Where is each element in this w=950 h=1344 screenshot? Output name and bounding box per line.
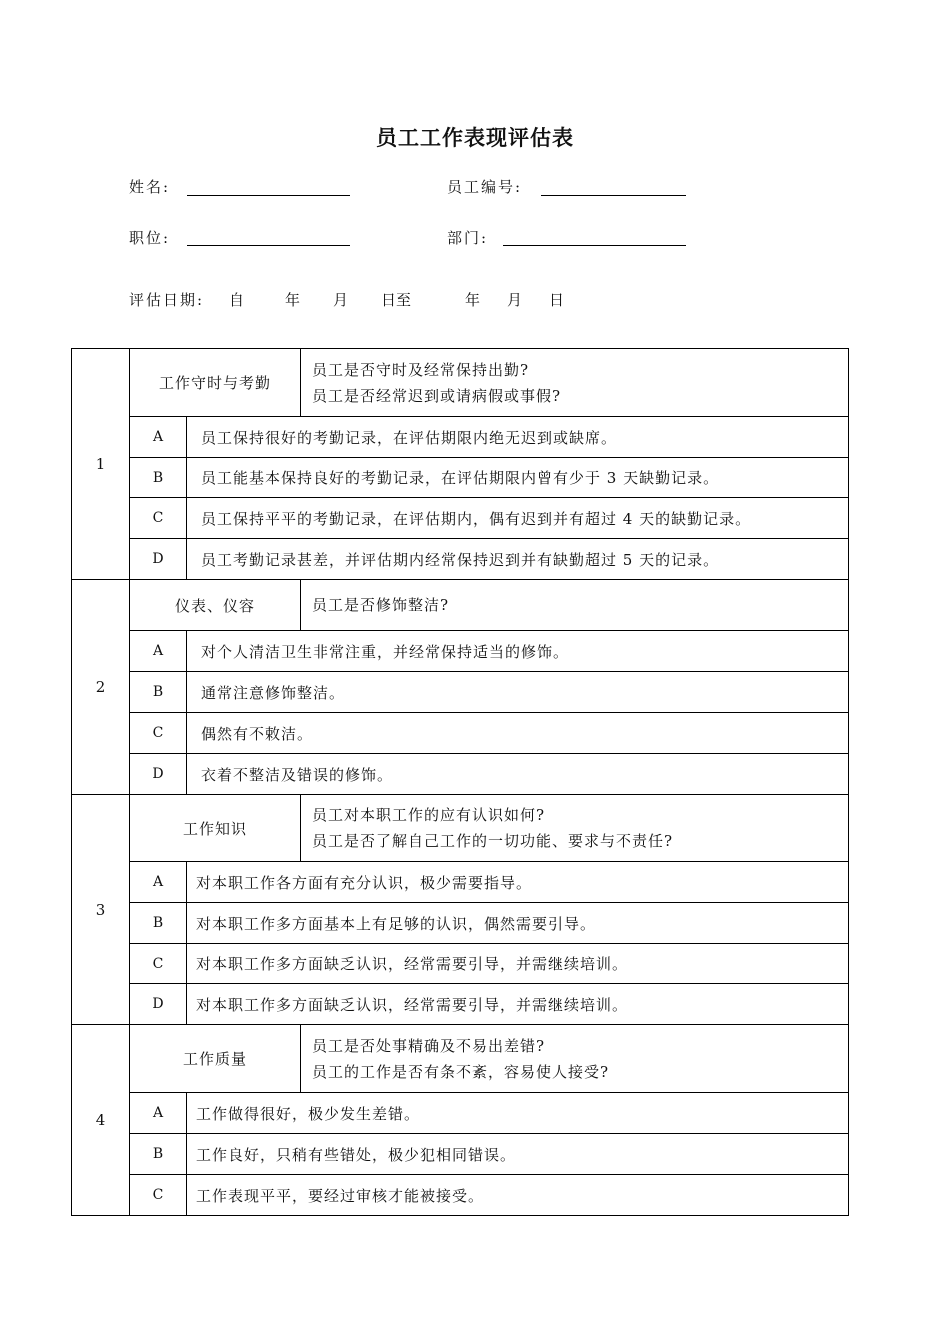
option-grade[interactable]: C: [130, 1175, 187, 1216]
option-text: 员工考勤记录甚差，并评估期内经常保持迟到并有缺勤超过 5 天的记录。: [187, 539, 849, 580]
option-row: [72, 1134, 849, 1175]
option-grade[interactable]: D: [130, 754, 187, 795]
section-questions: [301, 1025, 849, 1093]
section-number: 4: [72, 1025, 130, 1216]
option-text: 员工能基本保持良好的考勤记录，在评估期限内曾有少于 3 天缺勤记录。: [187, 458, 849, 498]
option-row: [72, 862, 849, 903]
employee-id-label: 员工编号:: [447, 178, 523, 196]
option-row: [72, 1093, 849, 1134]
option-row: [72, 984, 849, 1025]
section-topic: 工作质量: [130, 1025, 301, 1093]
option-row: [72, 903, 849, 944]
employee-id-field[interactable]: [541, 195, 686, 196]
option-row: [72, 754, 849, 795]
option-grade[interactable]: A: [130, 417, 187, 458]
option-grade[interactable]: A: [130, 1093, 187, 1134]
section-topic: 工作知识: [130, 795, 301, 862]
position-field[interactable]: [187, 245, 350, 246]
date-from: 自: [229, 291, 245, 309]
option-text: 工作良好，只稍有些错处，极少犯相同错误。: [187, 1134, 849, 1175]
option-row: [72, 417, 849, 458]
option-row: [72, 1175, 849, 1216]
section-topic: 仪表、仪容: [130, 580, 301, 631]
page-title: 员工工作表现评估表: [376, 125, 574, 150]
date-month-1: 月: [333, 291, 349, 309]
date-day-to: 日至: [381, 291, 412, 309]
name-label: 姓名:: [129, 178, 171, 196]
department-label: 部门:: [447, 229, 489, 247]
eval-date-label: 评估日期:: [129, 291, 205, 309]
option-text: 对本职工作各方面有充分认识，极少需要指导。: [187, 862, 849, 903]
option-row: [72, 539, 849, 580]
option-grade[interactable]: C: [130, 498, 187, 539]
option-row: [72, 498, 849, 539]
section-number: 1: [72, 349, 130, 580]
option-text: 员工保持平平的考勤记录，在评估期内，偶有迟到并有超过 4 天的缺勤记录。: [187, 498, 849, 539]
section-questions: [301, 349, 849, 417]
option-text: 对个人清洁卫生非常注重，并经常保持适当的修饰。: [187, 631, 849, 672]
option-grade[interactable]: A: [130, 631, 187, 672]
evaluation-table: [71, 348, 849, 1216]
question-line: 员工对本职工作的应有认识如何?: [312, 806, 546, 824]
question-line: 员工是否守时及经常保持出勤?: [312, 360, 530, 379]
option-text: 对本职工作多方面缺乏认识，经常需要引导，并需继续培训。: [187, 944, 849, 984]
option-text: 员工保持很好的考勤记录，在评估期限内绝无迟到或缺席。: [187, 417, 849, 458]
date-year-1: 年: [285, 291, 301, 309]
position-label: 职位:: [129, 229, 171, 247]
option-row: [72, 944, 849, 984]
question-line: 员工是否修饰整洁?: [312, 596, 450, 614]
option-row: [72, 631, 849, 672]
option-grade[interactable]: C: [130, 944, 187, 984]
question-line: 员工是否经常迟到或请病假或事假?: [312, 386, 562, 405]
name-field[interactable]: [187, 195, 350, 196]
option-grade[interactable]: A: [130, 862, 187, 903]
option-text: 对本职工作多方面缺乏认识，经常需要引导，并需继续培训。: [187, 984, 849, 1025]
option-text: 工作表现平平，要经过审核才能被接受。: [187, 1175, 849, 1216]
option-text: 偶然有不敕洁。: [187, 713, 849, 754]
option-grade[interactable]: B: [130, 903, 187, 944]
option-row: [72, 672, 849, 713]
option-grade[interactable]: B: [130, 1134, 187, 1175]
section-header-row: [72, 580, 849, 631]
option-text: 对本职工作多方面基本上有足够的认识，偶然需要引导。: [187, 903, 849, 944]
option-grade[interactable]: B: [130, 458, 187, 498]
section-number: 3: [72, 795, 130, 1025]
section-header-row: [72, 795, 849, 862]
section-topic: 工作守时与考勤: [130, 349, 301, 417]
option-grade[interactable]: D: [130, 539, 187, 580]
option-grade[interactable]: B: [130, 672, 187, 713]
option-grade[interactable]: D: [130, 984, 187, 1025]
question-line: 员工是否处事精确及不易出差错?: [312, 1036, 546, 1055]
option-text: 工作做得很好，极少发生差错。: [187, 1093, 849, 1134]
question-line: 员工是否了解自己工作的一切功能、要求与不责任?: [312, 832, 674, 850]
question-line: 员工的工作是否有条不紊，容易使人接受?: [312, 1062, 610, 1081]
option-row: [72, 713, 849, 754]
section-questions: [301, 795, 849, 862]
date-month-2: 月: [507, 291, 523, 309]
section-header-row: [72, 349, 849, 417]
section-header-row: [72, 1025, 849, 1093]
department-field[interactable]: [503, 245, 686, 246]
section-questions: [301, 580, 849, 631]
date-day-2: 日: [549, 291, 565, 309]
option-grade[interactable]: C: [130, 713, 187, 754]
section-number: 2: [72, 580, 130, 795]
date-year-2: 年: [465, 291, 481, 309]
option-row: [72, 458, 849, 498]
option-text: 衣着不整洁及错误的修饰。: [187, 754, 849, 795]
option-text: 通常注意修饰整洁。: [187, 672, 849, 713]
